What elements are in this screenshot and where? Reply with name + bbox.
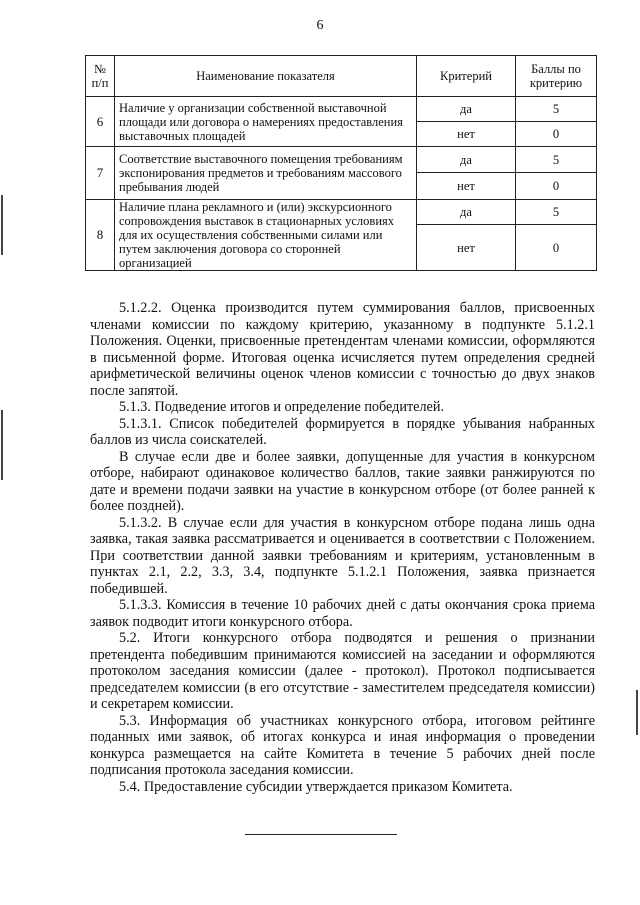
- table-row: [86, 200, 597, 225]
- row-num: 6: [86, 97, 115, 147]
- paragraph-5-1-3-1: 5.1.3.1. Список победителей формируется в порядке убывания набранных баллов из числа соискателей.: [90, 415, 595, 448]
- criterion-no: нет: [417, 122, 516, 147]
- score-no: 0: [516, 225, 597, 271]
- criteria-table: [85, 55, 597, 271]
- paragraph-5-1-2-2: 5.1.2.2. Оценка производится путем суммирования баллов, присвоенных членами комиссии по каждому критерию, указанному в подпункте 5.1.2.1 Положения. Оценки, присвоенные претендентам членами комиссии, оформляются в письменной форме. Итоговая оценка исчисляется путем определения средней арифметической величины оценок членов комиссии с точностью до двух знаков после запятой.: [90, 300, 595, 399]
- scan-mark-left: [1, 195, 3, 255]
- row-num: 8: [86, 200, 115, 271]
- criterion-yes: да: [417, 147, 516, 173]
- paragraph-5-1-3-3: 5.1.3.3. Комиссия в течение 10 рабочих дней с даты окончания срока приема заявок подводит итоги конкурсного отбора.: [90, 597, 595, 630]
- paragraph-tie-rule: В случае если две и более заявки, допущенные для участия в конкурсном отборе, набирают одинаковое количество баллов, такие заявки ранжируются по дате и времени подачи заявки на участие в конкурсном отборе (от более ранней к более поздней).: [90, 448, 595, 514]
- paragraph-5-4: 5.4. Предоставление субсидии утверждается приказом Комитета.: [119, 778, 513, 795]
- row-name: Наличие плана рекламного и (или) экскурсионного сопровождения выставок в стационарных условиях для их осуществления собственными силами или путем заключения договора со сторонней организацией: [115, 200, 417, 271]
- paragraph-5-2: 5.2. Итоги конкурсного отбора подводятся и решения о признании претендента победившим принимаются комиссией на заседании и оформляются протоколом заседания комиссии (далее - протокол). Протокол подписывается председателем комиссии (в его отсутствие - заместителем председателя комиссии) и секретарем комиссии.: [90, 630, 595, 712]
- scan-mark-right: [636, 690, 638, 735]
- criterion-yes: да: [417, 97, 516, 122]
- end-divider: [245, 834, 397, 835]
- body-text: [90, 300, 595, 795]
- score-yes: 5: [516, 200, 597, 225]
- scan-mark-left-lower: [1, 410, 3, 480]
- score-no: 0: [516, 173, 597, 200]
- paragraph-5-3: 5.3. Информация об участниках конкурсного отбора, итоговом рейтинге поданных ими заявок, об итогах конкурса и иная информация о проведении конкурса размещается на сайте Комитета в течение 5 рабочих дней после подписания протокола заседания комиссии.: [90, 712, 595, 778]
- header-score: Баллы по критерию: [516, 56, 597, 97]
- header-num: № п/п: [86, 56, 115, 97]
- table-row: [86, 97, 597, 122]
- row-name: Соответствие выставочного помещения требованиям экспонирования предметов и требованиям массового пребывания людей: [115, 147, 417, 200]
- page-number: 6: [316, 18, 324, 33]
- paragraph-5-1-3-2: 5.1.3.2. В случае если для участия в конкурсном отборе подана лишь одна заявка, такая заявка рассматривается и оценивается в соответствии с Положением. При соответствии данной заявки требованиям и критериям, установленным в пунктах 2.1, 2.2, 3.3, 3.4, подпункте 5.1.2.1 Положения, заявка признается победившей.: [90, 514, 595, 597]
- table-row: [86, 147, 597, 173]
- table-header-row: [86, 56, 597, 97]
- paragraph-5-1-3: 5.1.3. Подведение итогов и определение победителей.: [119, 399, 444, 415]
- row-num: 7: [86, 147, 115, 200]
- header-name: Наименование показателя: [115, 56, 417, 97]
- score-yes: 5: [516, 97, 597, 122]
- header-criterion: Критерий: [417, 56, 516, 97]
- criterion-no: нет: [417, 225, 516, 271]
- row-name: Наличие у организации собственной выставочной площади или договора о намерениях предоставления выставочных площадей: [115, 97, 417, 147]
- criterion-no: нет: [417, 173, 516, 200]
- score-yes: 5: [516, 147, 597, 173]
- criterion-yes: да: [417, 200, 516, 225]
- score-no: 0: [516, 122, 597, 147]
